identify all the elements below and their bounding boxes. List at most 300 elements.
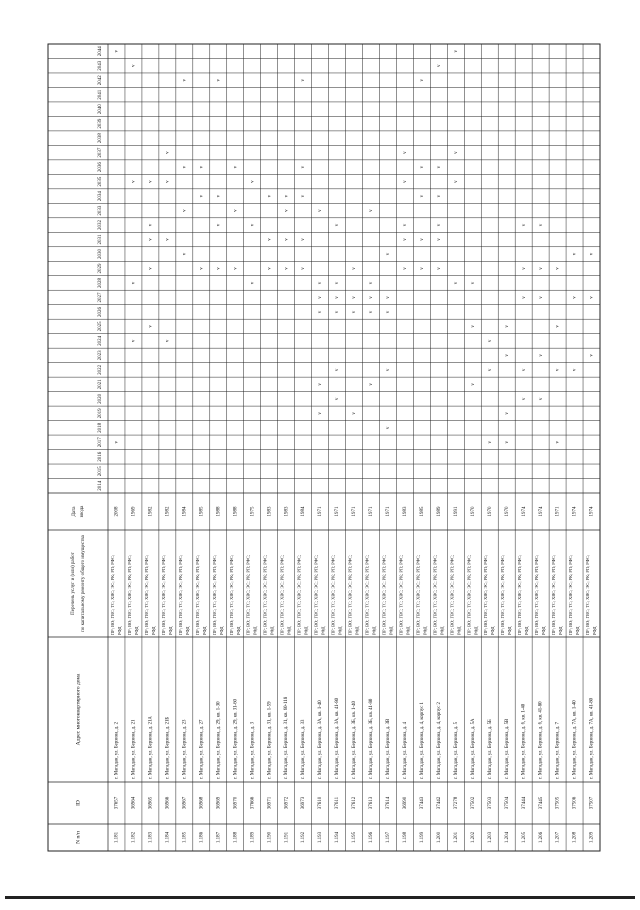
year-check-mark: v: [267, 238, 273, 241]
row-id: 36970: [233, 796, 239, 810]
header-year: 2026: [98, 306, 104, 317]
year-check-mark: v: [470, 281, 476, 285]
row-date: 1985: [420, 506, 426, 517]
header-year: 2025: [98, 321, 104, 332]
year-check-mark: v: [216, 78, 222, 82]
row-date: 1969: [131, 506, 137, 517]
year-check-mark: v: [199, 267, 205, 270]
year-check-mark: v: [403, 267, 409, 270]
year-check-mark: v: [369, 310, 375, 314]
year-check-mark: v: [318, 383, 324, 386]
header-year: 2035: [98, 176, 104, 187]
year-check-mark: v: [453, 281, 459, 285]
row-services-2: РФД: [388, 626, 394, 635]
year-check-mark: v: [301, 194, 307, 198]
year-check-mark: v: [403, 151, 409, 154]
row-address: г. Магадан, ул. Берзина, д. 3Б, кв. 41-80: [369, 698, 375, 779]
year-check-mark: v: [352, 412, 358, 415]
year-check-mark: v: [267, 194, 273, 198]
row-num: 1.184: [165, 831, 171, 844]
year-check-mark: v: [131, 180, 137, 183]
header-num: N п/п: [75, 831, 82, 844]
header-year: 2021: [98, 379, 104, 390]
row-num: 1.199: [420, 831, 426, 844]
year-check-mark: v: [216, 267, 222, 270]
year-check-mark: v: [318, 310, 324, 314]
row-date: 1985: [199, 506, 205, 517]
year-check-mark: v: [555, 368, 561, 372]
year-check-mark: v: [538, 296, 544, 299]
row-num: 1.200: [436, 831, 442, 844]
year-check-mark: v: [538, 267, 544, 270]
header-year: 2042: [98, 75, 104, 86]
year-check-mark: v: [487, 339, 493, 343]
year-check-mark: v: [555, 441, 561, 444]
year-check-mark: v: [148, 267, 154, 270]
year-check-mark: v: [114, 441, 120, 444]
row-date: 1982: [165, 506, 171, 517]
header-year: 2030: [98, 249, 104, 260]
row-address: г. Магадан, ул. Берзина, д. 6, кв. 41-80: [538, 701, 544, 779]
row-services: ПР; ВО; ГВС; ТС; ХВС; ЭС; РК; РП; РФС;: [296, 554, 302, 635]
row-address: г. Магадан, ул. Берзина, д. 4: [402, 722, 409, 779]
row-address: г. Магадан, ул. Берзина, д. 7А, кв. 41-80: [589, 697, 595, 779]
header-year: 2019: [98, 408, 104, 419]
row-services: ПР; ВО; ГВС; ТС; ХВС; ЭС; РК; РП; РФС;: [500, 554, 506, 635]
row-address: г. Магадан, ул. Берзина, д. 23: [182, 719, 188, 779]
row-services-2: РФД: [167, 626, 173, 635]
row-address: г. Магадан, ул. Берзина, д. 3А, кв. 41-80: [335, 697, 341, 779]
year-check-mark: v: [538, 397, 544, 401]
row-num: 1.202: [470, 831, 476, 844]
row-date: 1970: [470, 506, 476, 517]
row-services-2: РФД: [337, 626, 343, 635]
row-num: 1.208: [572, 831, 578, 844]
header-year: 2038: [98, 133, 104, 144]
row-address: г. Магадан, ул. Берзина, д. 3А, кв. 1-40: [318, 700, 324, 779]
row-date: 1974: [589, 506, 595, 517]
year-check-mark: v: [403, 223, 409, 227]
row-date: 1988: [233, 506, 239, 517]
row-address: г. Магадан, ул. Берзина, д. 33: [301, 719, 307, 779]
header-services-2: по капитальному ремонту общего имущества: [81, 535, 87, 632]
row-services: ПР; ВО; ГВС; ТС; ХВС; ЭС; РК; РП; РФС;: [109, 554, 115, 635]
row-address: г. Магадан, ул. Берзина, д. 5: [453, 722, 459, 779]
row-date: 1983: [267, 506, 273, 517]
header-year: 2032: [98, 220, 104, 231]
year-check-mark: v: [250, 281, 256, 285]
year-check-mark: v: [301, 78, 307, 82]
row-services: ПР; ВО; ГВС; ТС; ХВС; ЭС; РК; РП; РФС;: [517, 554, 523, 635]
row-id: 37657: [114, 796, 120, 810]
row-services: ПР; ВО; ГВС; ТС; ХВС; ЭС; РК; РП; РФС;: [534, 554, 540, 635]
year-check-mark: v: [233, 209, 239, 212]
year-check-mark: v: [386, 368, 392, 372]
year-check-mark: v: [420, 238, 426, 241]
year-check-mark: v: [521, 397, 527, 401]
row-num: 1.189: [250, 831, 256, 844]
year-check-mark: v: [148, 180, 154, 183]
row-date: 1983: [403, 506, 409, 517]
row-services: ПР; ВО; ГВС; ТС; ХВС; ЭС; РК; РП; РФС;: [228, 554, 234, 635]
row-num: 1.181: [114, 831, 120, 844]
row-id: 37442: [436, 796, 442, 810]
row-num: 1.183: [148, 831, 154, 844]
year-check-mark: v: [436, 238, 442, 241]
row-address: г. Магадан, ул. Берзина, д. 3: [250, 722, 256, 779]
row-num: 1.187: [216, 831, 222, 844]
row-address: г. Магадан, ул. Берзина, д. 29, кв. 31-60: [233, 699, 239, 779]
row-address: г. Магадан, ул. Берзина, д. 29, кв. 1-30: [216, 701, 222, 779]
row-services: ПР; ВО; ГВС; ТС; ХВС; ЭС; РК; РП; РФС;: [551, 554, 557, 635]
row-id: 37612: [352, 796, 358, 810]
row-address: г. Магадан, ул. Берзина, д. 31, кв. 60-118: [284, 696, 290, 779]
row-services-2: РФД: [252, 626, 258, 635]
year-check-mark: v: [148, 325, 154, 328]
year-check-mark: v: [335, 223, 341, 227]
row-services: ПР; ВО; ГВС; ТС; ХВС; ЭС; РК; РП; РФС;: [381, 554, 387, 635]
row-num: 1.190: [267, 831, 273, 844]
year-check-mark: v: [165, 238, 171, 241]
year-check-mark: v: [420, 165, 426, 169]
row-id: 36967: [182, 796, 188, 810]
row-services: ПР; ВО; ГВС; ТС; ХВС; ЭС; РК; РП; РФС;: [262, 554, 268, 635]
year-check-mark: v: [335, 281, 341, 285]
row-date: 1974: [521, 506, 527, 517]
row-services-2: РФД: [116, 626, 122, 635]
year-check-mark: v: [335, 368, 341, 372]
year-check-mark: v: [352, 267, 358, 270]
row-services-2: РФД: [354, 626, 360, 635]
year-check-mark: v: [318, 209, 324, 212]
row-services-2: РФД: [150, 626, 156, 635]
row-services-2: РФД: [507, 626, 513, 635]
row-id: 36990: [403, 796, 409, 810]
row-date: 1971: [335, 506, 341, 517]
row-num: 1.191: [284, 831, 290, 844]
year-check-mark: v: [369, 296, 375, 299]
year-check-mark: v: [572, 368, 578, 372]
year-check-mark: v: [403, 180, 409, 183]
year-check-mark: v: [420, 78, 426, 82]
row-num: 1.201: [453, 831, 459, 844]
year-check-mark: v: [165, 180, 171, 183]
row-num: 1.192: [301, 831, 307, 844]
year-check-mark: v: [420, 267, 426, 270]
year-check-mark: v: [301, 165, 307, 169]
year-check-mark: v: [504, 354, 510, 357]
row-id: 37611: [335, 796, 341, 810]
row-services-2: РФД: [269, 626, 275, 635]
header-services: Перечень услуг и (или) работ: [71, 552, 77, 615]
year-check-mark: v: [487, 441, 493, 444]
header-address: Адрес многоквартирного дома: [75, 673, 82, 746]
row-services-2: РФД: [303, 626, 309, 635]
row-num: 1.185: [182, 831, 188, 844]
year-check-mark: v: [555, 267, 561, 270]
row-id: 36971: [267, 796, 273, 810]
row-address: г. Магадан, ул. Берзина, д. 21: [131, 719, 137, 779]
row-address: г. Магадан, ул. Берзина, д. 3Б, кв. 1-40: [352, 701, 358, 779]
row-num: 1.195: [352, 831, 358, 844]
year-check-mark: v: [386, 296, 392, 299]
row-date: 1971: [555, 506, 561, 517]
year-check-mark: v: [131, 339, 137, 343]
year-check-mark: v: [284, 209, 290, 212]
row-date: 1984: [182, 506, 188, 517]
row-id: 37613: [369, 796, 375, 810]
row-id: 37504: [504, 796, 510, 810]
year-check-mark: v: [369, 209, 375, 212]
row-services-2: РФД: [456, 626, 462, 635]
row-num: 1.209: [589, 831, 595, 844]
row-num: 1.194: [335, 831, 341, 844]
year-check-mark: v: [403, 238, 409, 241]
header-year: 2014: [98, 480, 104, 491]
year-check-mark: v: [453, 49, 459, 53]
header-year: 2023: [98, 350, 104, 361]
row-services-2: РФД: [473, 626, 479, 635]
row-address: г. Магадан, ул. Берзина, д. 5В: [504, 718, 510, 779]
year-check-mark: v: [148, 238, 154, 241]
row-id: 37502: [470, 796, 476, 810]
year-check-mark: v: [436, 165, 442, 169]
row-id: 37506: [572, 796, 578, 810]
year-check-mark: v: [233, 165, 239, 169]
row-address: г. Магадан, ул. Берзина, д. 21Б: [165, 716, 171, 779]
year-check-mark: v: [318, 296, 324, 299]
header-year: 2039: [98, 118, 104, 129]
row-services-2: РФД: [235, 626, 241, 635]
row-services: ПР; ВО; ГВС; ТС; ХВС; ЭС; РК; РП; РФС;: [279, 554, 285, 635]
year-check-mark: v: [199, 165, 205, 169]
row-services-2: РФД: [371, 626, 377, 635]
year-check-mark: v: [521, 223, 527, 227]
row-date: 1974: [538, 506, 544, 517]
row-services-2: РФД: [490, 626, 496, 635]
row-id: 36972: [284, 796, 290, 810]
row-id: 37666: [250, 796, 256, 810]
row-address: г. Магадан, ул. Берзина, д. 21А: [148, 716, 154, 779]
header-year: 2024: [98, 335, 104, 346]
year-check-mark: v: [453, 151, 459, 154]
row-services: ПР; ВО; ГВС; ТС; ХВС; ЭС; РК; РП; РФС;: [211, 554, 217, 635]
year-check-mark: v: [521, 368, 527, 372]
row-address: г. Магадан, ул. Берзина, д. 5А: [470, 718, 476, 779]
year-check-mark: v: [436, 267, 442, 270]
row-date: 1971: [318, 506, 324, 517]
row-address: г. Магадан, ул. Берзина, д. 4, корпус 2: [436, 702, 442, 779]
row-services: ПР; ВО; ГВС; ТС; ХВС; ЭС; РК; РП; РФС;: [177, 554, 183, 635]
year-check-mark: v: [538, 354, 544, 357]
row-date: 1982: [148, 506, 154, 517]
year-check-mark: v: [369, 383, 375, 386]
header-year: 2041: [98, 89, 104, 100]
year-check-mark: v: [199, 194, 205, 198]
year-check-mark: v: [250, 180, 256, 183]
row-id: 37614: [386, 796, 392, 810]
row-services: ПР; ВО; ГВС; ТС; ХВС; ЭС; РК; РП; РФС;: [143, 554, 149, 635]
header-year: 2018: [98, 422, 104, 433]
year-check-mark: v: [182, 252, 188, 256]
row-services: ПР; ВО; ГВС; ТС; ХВС; ЭС; РК; РП; РФС;: [245, 554, 251, 635]
year-check-mark: v: [369, 281, 375, 285]
row-num: 1.196: [369, 831, 375, 844]
year-check-mark: v: [114, 49, 120, 53]
row-id: 37505: [555, 796, 561, 810]
row-date: 1991: [453, 506, 459, 517]
row-date: 1971: [386, 506, 392, 517]
year-check-mark: v: [453, 180, 459, 183]
header-year: 2017: [98, 437, 104, 448]
year-check-mark: v: [487, 368, 493, 372]
header-year: 2027: [98, 292, 104, 303]
year-check-mark: v: [589, 252, 595, 256]
header-year: 2036: [98, 162, 104, 173]
year-check-mark: v: [182, 165, 188, 169]
year-check-mark: v: [470, 325, 476, 328]
year-check-mark: v: [521, 267, 527, 270]
year-check-mark: v: [436, 223, 442, 227]
row-id: 37445: [538, 796, 544, 810]
row-num: 1.188: [233, 831, 239, 844]
row-services: ПР; ВО; ГВС; ТС; ХВС; ЭС; РК; РП; РФС;: [330, 554, 336, 635]
row-address: г. Магадан, ул. Берзина, д. 27: [199, 719, 205, 779]
header-year: 2028: [98, 277, 104, 288]
row-date: 1975: [250, 506, 256, 517]
row-services: ПР; ВО; ГВС; ТС; ХВС; ЭС; РК; РП; РФС;: [585, 554, 591, 635]
header-date: Дата: [72, 506, 78, 517]
header-year: 2033: [98, 205, 104, 216]
year-check-mark: v: [182, 209, 188, 212]
row-address: г. Магадан, ул. Берзина, д. 6, кв. 1-40: [521, 703, 527, 779]
row-services-2: РФД: [575, 626, 581, 635]
year-check-mark: v: [504, 412, 510, 415]
row-services-2: РФД: [541, 626, 547, 635]
row-address: г. Магадан, ул. Берзина, д. 3В: [386, 718, 392, 779]
row-services-2: РФД: [286, 626, 292, 635]
row-services-2: РФД: [558, 626, 564, 635]
year-check-mark: v: [318, 281, 324, 285]
row-id: 37503: [487, 796, 493, 810]
year-check-mark: v: [301, 238, 307, 241]
row-num: 1.205: [521, 831, 527, 844]
header-year: 2016: [98, 451, 104, 462]
header-year: 2015: [98, 466, 104, 477]
row-services-2: РФД: [524, 626, 530, 635]
row-date: 1970: [487, 506, 493, 517]
year-check-mark: v: [335, 397, 341, 401]
row-services: ПР; ВО; ГВС; ТС; ХВС; ЭС; РК; РП; РФС;: [449, 554, 455, 635]
row-services: ПР; ВО; ГВС; ТС; ХВС; ЭС; РК; РП; РФС;: [126, 554, 132, 635]
row-services: ПР; ВО; ГВС; ТС; ХВС; ЭС; РК; РП; РФС;: [466, 554, 472, 635]
row-date: 1971: [369, 506, 375, 517]
year-check-mark: v: [589, 354, 595, 357]
year-check-mark: v: [131, 64, 137, 67]
row-services: ПР; ВО; ГВС; ТС; ХВС; ЭС; РК; РП; РФС;: [432, 554, 438, 635]
header-year: 2044: [98, 46, 104, 57]
row-num: 1.197: [386, 831, 392, 844]
row-num: 1.207: [555, 831, 561, 844]
year-check-mark: v: [216, 194, 222, 198]
header-year: 2020: [98, 393, 104, 404]
row-services-2: РФД: [320, 626, 326, 635]
header-year: 2022: [98, 364, 104, 375]
row-id: 36969: [216, 796, 222, 810]
row-services: ПР; ВО; ГВС; ТС; ХВС; ЭС; РК; РП; РФС;: [160, 554, 166, 635]
year-check-mark: v: [335, 296, 341, 299]
year-check-mark: v: [420, 194, 426, 198]
year-check-mark: v: [267, 267, 273, 270]
year-check-mark: v: [386, 252, 392, 256]
year-check-mark: v: [572, 296, 578, 299]
row-services-2: РФД: [184, 626, 190, 635]
header-year: 2040: [98, 104, 104, 115]
row-date: 2008: [114, 506, 120, 517]
year-check-mark: v: [165, 151, 171, 154]
row-id: 36965: [148, 796, 154, 810]
year-check-mark: v: [165, 339, 171, 343]
row-num: 1.193: [318, 831, 324, 844]
row-id: 37444: [521, 796, 527, 810]
row-id: 36964: [131, 796, 137, 810]
row-services-2: РФД: [405, 626, 411, 635]
row-id: 37278: [453, 796, 459, 810]
year-check-mark: v: [284, 238, 290, 241]
year-check-mark: v: [386, 310, 392, 314]
row-date: 1989: [436, 506, 442, 517]
footer-rule: [5, 896, 635, 899]
row-num: 1.206: [538, 831, 544, 844]
year-check-mark: v: [470, 383, 476, 386]
row-services-2: РФД: [218, 626, 224, 635]
header-year: 2031: [98, 234, 104, 245]
year-check-mark: v: [216, 223, 222, 227]
row-services: ПР; ВО; ГВС; ТС; ХВС; ЭС; РК; РП; РФС;: [194, 554, 200, 635]
year-check-mark: v: [572, 252, 578, 256]
row-services-2: РФД: [439, 626, 445, 635]
row-id: 37610: [318, 796, 324, 810]
row-address: г. Магадан, ул. Берзина, д. 7: [555, 722, 561, 779]
row-services-2: РФД: [422, 626, 428, 635]
row-date: 1971: [352, 506, 358, 517]
header-year: 2043: [98, 60, 104, 71]
row-services: ПР; ВО; ГВС; ТС; ХВС; ЭС; РК; РП; РФС;: [398, 554, 404, 635]
year-check-mark: v: [250, 223, 256, 227]
row-date: 1988: [216, 506, 222, 517]
row-id: 36966: [165, 796, 171, 810]
header-date-2: ввода: [80, 505, 86, 518]
year-check-mark: v: [284, 267, 290, 270]
year-check-mark: v: [504, 441, 510, 444]
row-id: 37507: [589, 796, 595, 810]
row-date: 1974: [572, 506, 578, 517]
row-services-2: РФД: [201, 626, 207, 635]
row-address: г. Магадан, ул. Берзина, д. 31, кв. 1-59: [267, 701, 273, 779]
year-check-mark: v: [504, 325, 510, 328]
row-address: г. Магадан, ул. Берзина, д. 4, корпус 1: [419, 702, 425, 779]
year-check-mark: v: [436, 64, 442, 67]
year-check-mark: v: [589, 296, 595, 299]
year-check-mark: v: [233, 267, 239, 270]
row-num: 1.204: [504, 831, 510, 844]
row-services: ПР; ВО; ГВС; ТС; ХВС; ЭС; РК; РП; РФС;: [568, 554, 574, 635]
header-year: 2029: [98, 263, 104, 274]
year-check-mark: v: [148, 223, 154, 227]
year-check-mark: v: [436, 194, 442, 198]
row-services: ПР; ВО; ГВС; ТС; ХВС; ЭС; РК; РП; РФС;: [483, 554, 489, 635]
row-id: 36968: [199, 796, 205, 810]
